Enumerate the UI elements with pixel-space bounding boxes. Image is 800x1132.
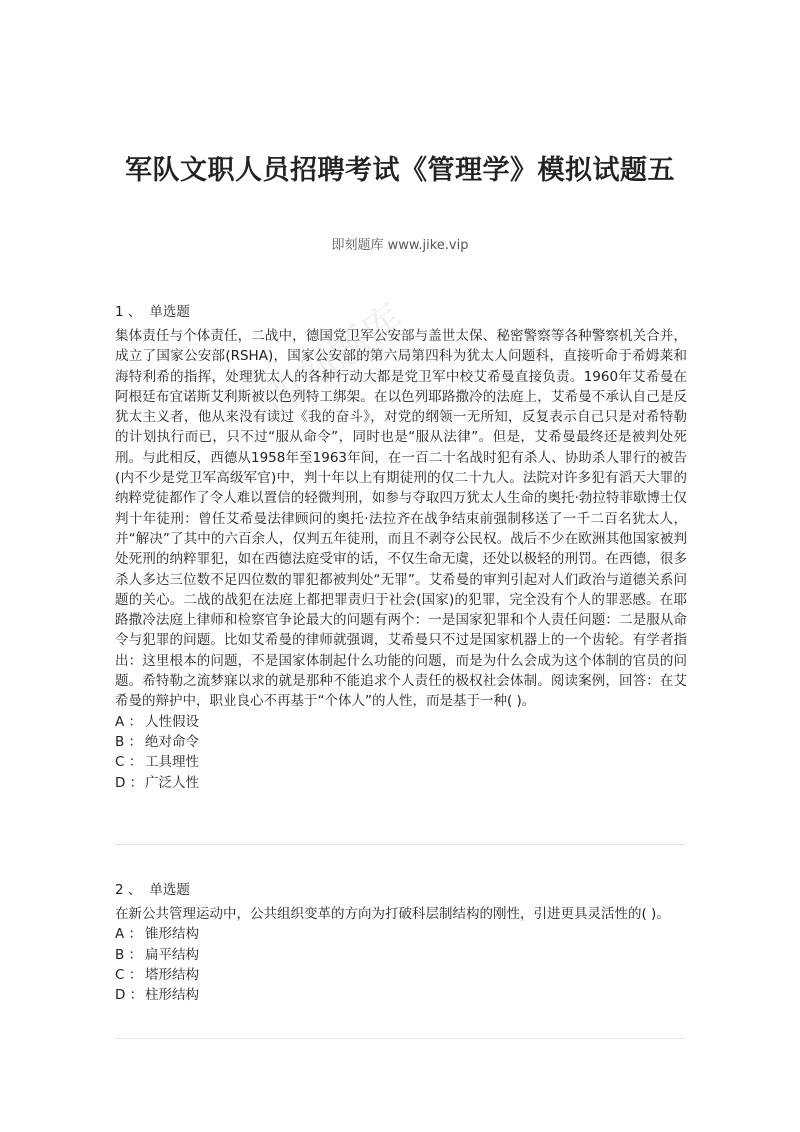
option-b[interactable] [115,945,687,965]
option-letter: A ： [115,713,143,730]
option-d[interactable] [115,985,687,1005]
option-letter: B ： [115,946,143,963]
question-number: 1 、 [115,304,142,320]
option-text: 柱形结构 [145,987,199,1004]
option-c[interactable] [115,752,687,772]
option-text: 人性假设 [145,713,199,730]
option-a[interactable] [115,924,687,944]
option-b[interactable] [115,732,687,752]
question-1 [115,302,687,793]
option-letter: C ： [115,966,143,983]
option-text: 锥形结构 [145,926,199,943]
document-title: 军队文职人员招聘考试《管理学》模拟试题五 [125,155,675,186]
option-text: 绝对命令 [145,733,199,750]
option-letter: C ： [115,754,143,771]
option-letter: D ： [115,774,144,791]
option-c[interactable] [115,965,687,985]
section-divider [115,844,685,845]
option-text: 工具理性 [145,754,199,771]
option-a[interactable] [115,712,687,732]
question-type: 单选题 [149,882,190,898]
question-number: 2 、 [115,882,142,898]
question-header [115,880,687,900]
option-letter: B ： [115,733,143,750]
option-text: 广泛人性 [145,774,199,791]
option-letter: D ： [115,987,144,1004]
option-text: 塔形结构 [145,966,199,983]
option-d[interactable] [115,773,687,793]
question-2 [115,880,687,1005]
question-text: 在新公共管理运动中，公共组织变革的方向为打破科层制结构的刚性，引进更具灵活性的( )。 [115,906,670,922]
question-header [115,302,687,322]
watermark: 即刻题库 [255,295,413,426]
question-type: 单选题 [149,304,190,320]
option-text: 扁平结构 [145,946,199,963]
option-letter: A ： [115,926,143,943]
question-text: 集体责任与个体责任，二战中，德国党卫军公安部与盖世太保、秘密警察等各种警察机关合并，成立了国家公安部(RSHA)，国家公安部的第六局第四科为犹太人问题科，直接听命于希姆莱和海特利希的指挥，处理犹太人的各种行动大都是党卫军中校艾希曼直接负责。1960年艾希曼在阿根廷布宜诺斯艾利斯被以色列特工绑架。在以色列耶路撒冷的法庭上，艾希曼不承认自己是反犹太主义者，他从来没有读过《我的奋斗》，对党的纲领一无所知，反复表示自己只是对希特勒的计划执行而已，只不过“服从命令”，同时也是“服从法律”。但是，艾希曼最终还是被判处死刑。与此相反，西德从1958年至1963年间，在一百二十名战时犯有杀人、协助杀人罪行的被告(内不少是党卫军高级军官)中，判十年以上有期徒刑的仅二十九人。法院对许多犯有滔天大罪的纳粹党徒都作了令人难以置信的轻微判刑，如参与夺取四万犹太人生命的奥托·勃拉特菲歇博士仅判十年徒刑：曾任艾希曼法律顾问的奥托·法拉齐在战争结束前强制移送了一千二百名犹太人，并“解决”了其中的六百余人，仅判五年徒刑，而且不剥夺公民权。战后不少在欧洲其他国家被判处死刑的纳粹罪犯，如在西德法庭受审的话，不仅生命无虞，还处以极轻的刑罚。在西德，很多杀人多达三位数不足四位数的罪犯都被判处“无罪”。艾希曼的审判引起对人们政治与道德关系问题的关心。二战的战犯在法庭上都把罪责归于社会(国家)的犯罪，完全没有个人的罪恶感。在耶路撒冷法庭上律师和检察官争论最大的问题有两个：一是国家犯罪和个人责任问题：二是服从命令与犯罪的问题。比如艾希曼的律师就强调，艾希曼只不过是国家机器上的一个齿轮。有学者指出：这里根本的问题，不是国家体制起什么功能的问题，而是为什么会成为这个体制的官员的问题。希特勒之流梦寐以求的就是那种不能追求个人责任的极权社会体制。阅读案例，回答：在艾希曼的辩护中，职业良心不再基于“个体人”的人性，而是基于一种( )。 [115,328,687,710]
section-divider [115,1038,685,1039]
document-subtitle: 即刻题库 www.jike.vip [331,238,469,253]
